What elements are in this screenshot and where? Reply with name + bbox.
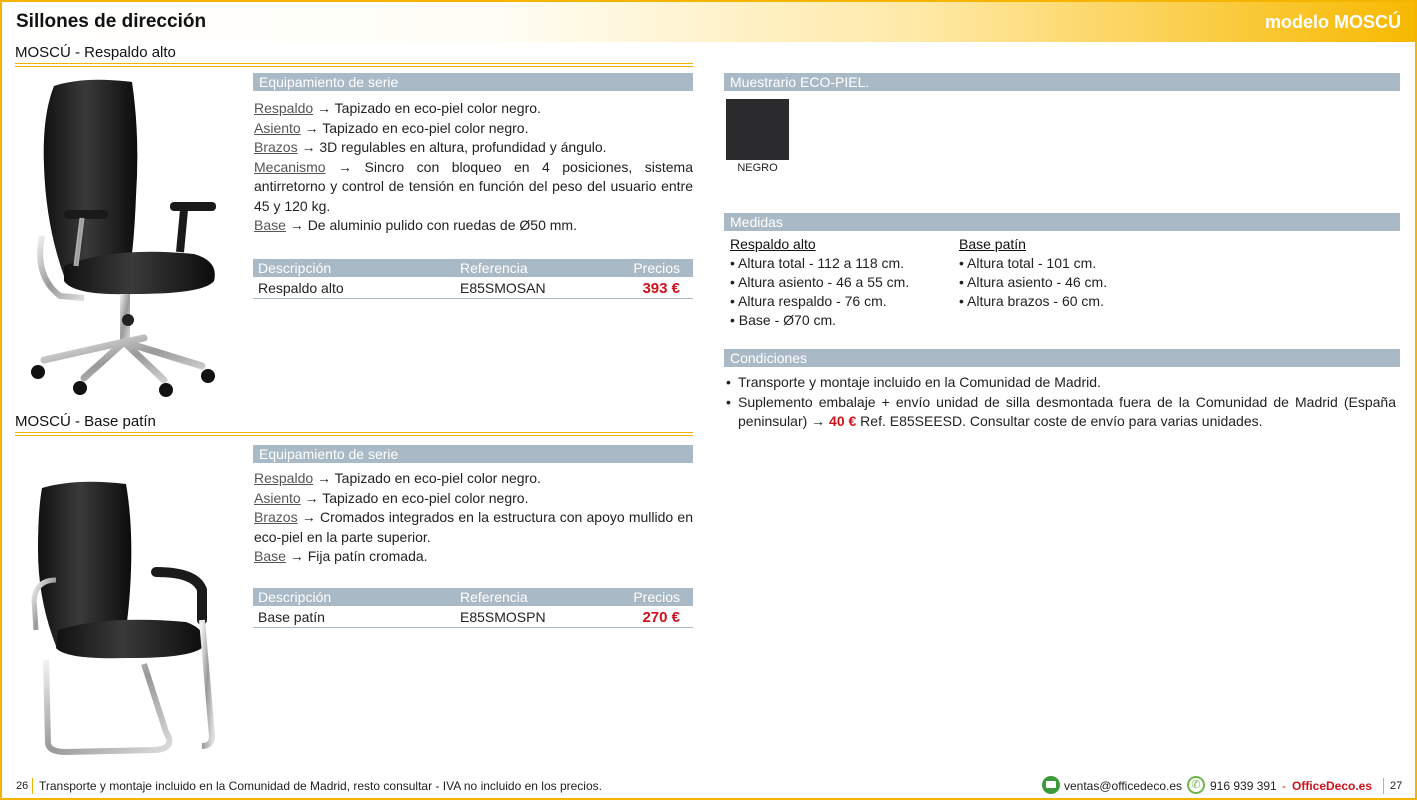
row-description: Respaldo alto — [258, 280, 344, 296]
measure-item: • Altura total - 112 a 118 cm. — [730, 254, 909, 273]
spec-text: → Tapizado en eco-piel color negro. — [300, 119, 529, 136]
product-title-respaldo-alto: MOSCÚ - Respaldo alto — [15, 44, 176, 61]
spec-text: → Fija patín cromada. — [285, 548, 428, 564]
spec-item — [254, 158, 693, 217]
chair-image-high-back — [24, 76, 224, 398]
page-number-left: 26 — [16, 780, 29, 792]
price-table-2 — [253, 588, 693, 628]
measures-base-patin — [959, 235, 1107, 311]
mail-icon — [1042, 776, 1060, 794]
spec-text: → De aluminio pulido con ruedas de Ø50 mm. — [285, 217, 577, 233]
spec-item — [254, 489, 693, 509]
row-description: Base patín — [258, 609, 325, 625]
divider — [1383, 778, 1384, 794]
price-table-1 — [253, 259, 693, 299]
spec-key: Respaldo — [254, 100, 314, 116]
spec-text: → Cromados integrados en la estructura con apoyo mullido en eco-piel en la parte superior. — [254, 509, 693, 545]
spec-key: Brazos — [254, 139, 298, 155]
col-description: Descripción — [258, 260, 332, 276]
spec-list-1 — [254, 99, 693, 236]
table-row — [253, 606, 693, 628]
measure-item: • Altura brazos - 60 cm. — [959, 292, 1107, 311]
spec-item — [254, 508, 693, 547]
col-price: Precios — [633, 589, 680, 605]
model-name: modelo MOSCÚ — [1264, 12, 1401, 32]
spec-text: → Tapizado en eco-piel color negro. — [300, 489, 529, 506]
measures-group-title: Respaldo alto — [730, 236, 816, 252]
page-number-right: 27 — [1390, 780, 1403, 792]
page-footer — [0, 772, 1417, 800]
row-reference: E85SMOSPN — [460, 609, 546, 625]
product-title-base-patin: MOSCÚ - Base patín — [15, 413, 156, 430]
col-reference: Referencia — [460, 260, 528, 276]
row-reference: E85SMOSAN — [460, 280, 546, 296]
measures-respaldo-alto — [730, 235, 909, 330]
spec-list-2 — [254, 469, 693, 567]
measure-item: • Altura asiento - 46 cm. — [959, 273, 1107, 292]
spec-key: Base — [254, 548, 286, 564]
price-table-header — [253, 588, 693, 606]
spec-item — [254, 138, 693, 158]
spec-key: Respaldo — [254, 470, 314, 486]
spec-key: Brazos — [254, 509, 298, 525]
col-price: Precios — [633, 260, 680, 276]
footer-brand[interactable]: OfficeDeco.es — [1292, 779, 1373, 793]
col-reference: Referencia — [460, 589, 528, 605]
page-title: Sillones de dirección — [16, 11, 207, 32]
footer-separator: - — [1282, 779, 1286, 793]
shipping-price: 40 € — [829, 413, 857, 429]
swatch-header: Muestrario ECO-PIEL. — [724, 73, 1400, 91]
measures-group-title: Base patín — [959, 236, 1026, 252]
conditions-header: Condiciones — [724, 349, 1400, 367]
chair-image-sled-base — [26, 480, 216, 760]
spec-key: Asiento — [254, 489, 301, 506]
table-row — [253, 277, 693, 299]
phone-icon: ✆ — [1187, 776, 1205, 794]
footer-phone[interactable]: 916 939 391 — [1210, 779, 1277, 793]
price-table-header — [253, 259, 693, 277]
measure-item: • Altura respaldo - 76 cm. — [730, 292, 909, 311]
equipment-header-1: Equipamiento de serie — [253, 73, 693, 91]
spec-text: → Sincro con bloqueo en 4 posiciones, sistema antirretorno y control de tensión en función del peso del usuario entre 45 y 120 kg. — [254, 158, 693, 214]
measures-header: Medidas — [724, 213, 1400, 231]
footer-note: Transporte y montaje incluido en la Comunidad de Madrid, resto consultar - IVA no incluido en los precios. — [39, 779, 602, 793]
condition-item: • Suplemento embalaje + envío unidad de silla desmontada fuera de la Comunidad de Madrid (España peninsular) → 40 € Ref. E85SEESD. Consultar coste de envío para varias unidades. — [724, 393, 1396, 432]
conditions-list — [724, 373, 1396, 432]
equipment-header-2: Equipamiento de serie — [253, 445, 693, 463]
spec-text: → Tapizado en eco-piel color negro. — [313, 470, 541, 486]
measure-item: • Base - Ø70 cm. — [730, 311, 909, 330]
spec-key: Mecanismo — [254, 158, 326, 175]
spec-key: Base — [254, 217, 286, 233]
page-header — [2, 2, 1415, 42]
measure-item: • Altura asiento - 46 a 55 cm. — [730, 273, 909, 292]
spec-text: → Tapizado en eco-piel color negro. — [313, 100, 541, 116]
title-underline — [15, 432, 693, 436]
swatch-label: NEGRO — [737, 162, 778, 174]
measure-item: • Altura total - 101 cm. — [959, 254, 1107, 273]
spec-item — [254, 469, 693, 489]
title-underline — [15, 63, 693, 67]
spec-item — [254, 99, 693, 119]
col-description: Descripción — [258, 589, 332, 605]
condition-item: • Transporte y montaje incluido en la Comunidad de Madrid. — [724, 373, 1396, 393]
spec-item — [254, 547, 693, 567]
spec-text: → 3D regulables en altura, profundidad y ángulo. — [297, 139, 607, 155]
spec-item — [254, 119, 693, 139]
spec-key: Asiento — [254, 119, 301, 136]
row-price: 270 € — [642, 609, 680, 626]
divider — [32, 778, 33, 794]
footer-email[interactable]: ventas@officedeco.es — [1064, 779, 1183, 793]
row-price: 393 € — [642, 280, 680, 297]
swatch-black — [726, 99, 789, 160]
spec-item — [254, 216, 693, 236]
